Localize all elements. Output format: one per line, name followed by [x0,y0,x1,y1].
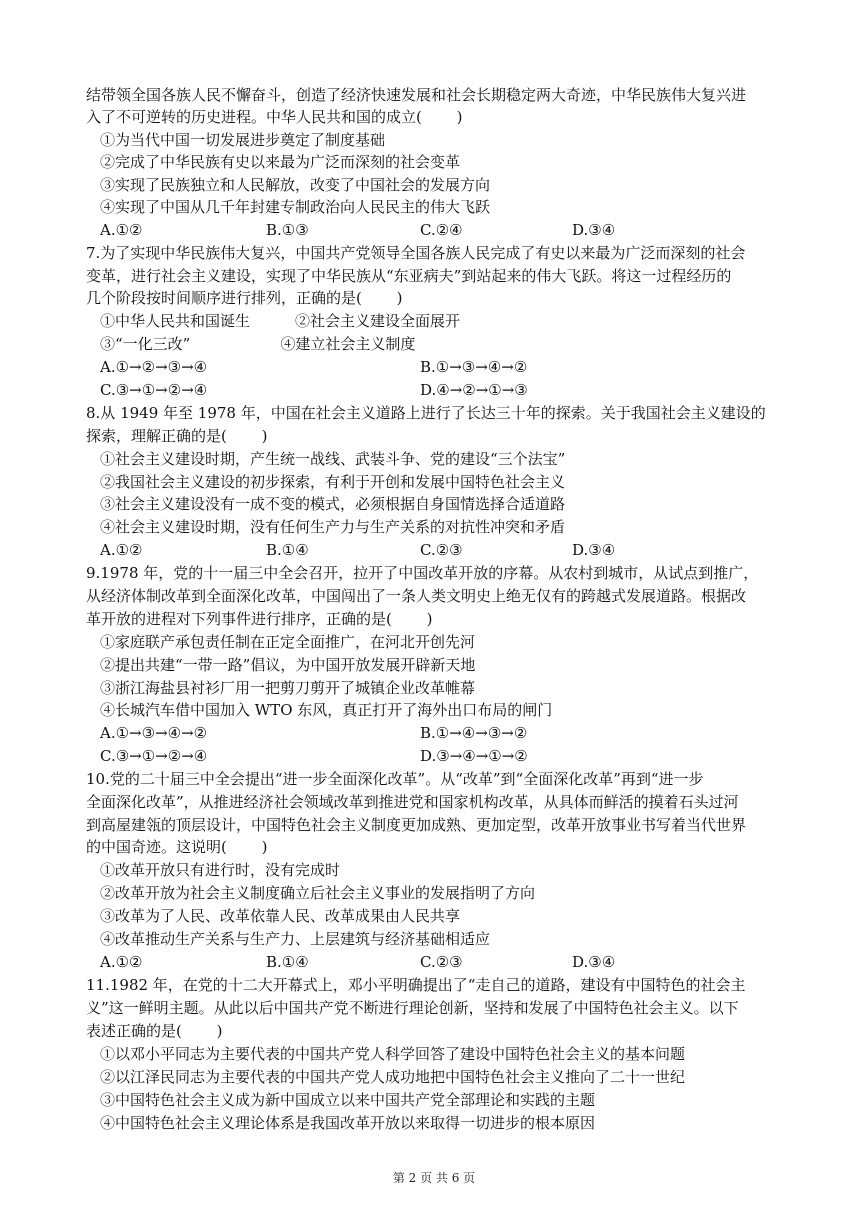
q11-statement-1: ①以邓小平同志为主要代表的中国共产党人科学回答了建设中国特色社会主义的基本问题 [100,1045,686,1063]
q8-option-a: A.①② [100,541,143,559]
q11-statement-2: ②以江泽民同志为主要代表的中国共产党人成功地把中国特色社会主义推向了二十一世纪 [100,1068,686,1086]
q8-statement-2: ②我国社会主义建设的初步探索，有利于开创和发展中国特色社会主义 [100,473,566,491]
q6-statement-2: ②完成了中华民族有史以来最为广泛而深刻的社会变革 [100,153,461,171]
q8-statement-3: ③社会主义建设没有一成不变的模式，必须根据自身国情选择合适道路 [100,495,566,513]
q9-event-4: ④长城汽车借中国加入 WTO 东风，真正打开了海外出口布局的闸门 [100,701,553,719]
q8-statement-1: ①社会主义建设时期，产生统一战线、武装斗争、党的建设“三个法宝” [100,450,566,468]
q7-option-a: A.①→②→③→④ [100,358,208,376]
q10-stem-line-4: 的中国奇迹。这说明( ) [86,838,268,856]
q7-events-row-2: ③“一化三改” ④建立社会主义制度 [100,335,416,353]
q6-option-a: A.①② [100,221,143,239]
q11-stem-line-2: 义”这一鲜明主题。从此以后中国共产党不断进行理论创新，坚持和发展了中国特色社会主义。以下 [86,999,739,1017]
q10-statement-2: ②改革开放为社会主义制度确立后社会主义事业的发展指明了方向 [100,884,536,902]
q10-option-b: B.①④ [266,953,309,971]
q9-option-d: D.③→④→①→② [420,747,528,765]
page-number-footer: 第 2 页 共 6 页 [392,1171,476,1185]
q9-event-1: ①家庭联产承包责任制在正定全面推广，在河北开创先河 [100,633,476,651]
q7-stem-line-2: 变革，进行社会主义建设，实现了中华民族从“东亚病夫”到站起来的伟大飞跃。将这一过程经历的 [86,267,732,285]
q8-option-b: B.①④ [266,541,309,559]
q6-option-c: C.②④ [420,221,463,239]
q9-stem-line-3: 革开放的进程对下列事件进行排序，正确的是( ) [86,610,433,628]
q9-event-3: ③浙江海盐县衬衫厂用一把剪刀剪开了城镇企业改革帷幕 [100,679,476,697]
q9-stem-line-2: 从经济体制改革到全面深化改革，中国闯出了一条人类文明史上绝无仅有的跨越式发展道路。根据改 [86,587,747,605]
q10-option-a: A.①② [100,953,143,971]
q9-stem-line-1: 9.1978 年，党的十一届三中全会召开，拉开了中国改革开放的序幕。从农村到城市，从试点到推广， [86,564,759,582]
q11-statement-4: ④中国特色社会主义理论体系是我国改革开放以来取得一切进步的根本原因 [100,1114,596,1132]
q9-event-2: ②提出共建“一带一路”倡议，为中国开放发展开辟新天地 [100,656,476,674]
q6-statement-3: ③实现了民族独立和人民解放，改变了中国社会的发展方向 [100,176,491,194]
q10-stem-line-1: 10.党的二十届三中全会提出“进一步全面深化改革”。从“改革”到“全面深化改革”再到“进一步 [86,770,704,788]
q6-option-b: B.①③ [266,221,309,239]
q7-stem-line-3: 几个阶段按时间顺序进行排列，正确的是( ) [86,289,403,307]
q10-option-c: C.②③ [420,953,463,971]
q11-stem-line-1: 11.1982 年，在党的十二大开幕式上，邓小平明确提出了“走自己的道路，建设有中国特色的社会主 [86,976,746,994]
q9-option-c: C.③→①→②→④ [100,747,208,765]
q7-stem-line-1: 7.为了实现中华民族伟大复兴，中国共产党领导全国各族人民完成了有史以来最为广泛而深刻的社会 [86,244,746,262]
q10-stem-line-3: 到高屋建瓴的顶层设计，中国特色社会主义制度更加成熟、更加定型，改革开放事业书写着当代世界 [86,816,747,834]
q7-option-c: C.③→①→②→④ [100,381,208,399]
q10-option-d: D.③④ [572,953,616,971]
q8-option-c: C.②③ [420,541,463,559]
q8-statement-4: ④社会主义建设时期，没有任何生产力与生产关系的对抗性冲突和矛盾 [100,518,566,536]
q9-option-a: A.①→③→④→② [100,724,208,742]
q8-stem-line-2: 探索，理解正确的是( ) [86,427,268,445]
q6-stem-line-2: 入了不可逆转的历史进程。中华人民共和国的成立( ) [86,108,463,126]
q8-stem-line-1: 8.从 1949 年至 1978 年，中国在社会主义道路上进行了长达三十年的探索。关于我国社会主义建设的 [86,404,766,422]
q10-statement-3: ③改革为了人民、改革依靠人民、改革成果由人民共享 [100,907,461,925]
q7-events-row-1: ①中华人民共和国诞生 ②社会主义建设全面展开 [100,312,461,330]
q9-option-b: B.①→④→③→② [420,724,528,742]
q6-statement-4: ④实现了中国从几千年封建专制政治向人民民主的伟大飞跃 [100,198,491,216]
q6-stem-line-1: 结带领全国各族人民不懈奋斗，创造了经济快速发展和社会长期稳定两大奇迹，中华民族伟大复兴进 [86,86,747,104]
q6-option-d: D.③④ [572,221,616,239]
q11-statement-3: ③中国特色社会主义成为新中国成立以来中国共产党全部理论和实践的主题 [100,1091,596,1109]
q6-statement-1: ①为当代中国一切发展进步奠定了制度基础 [100,131,386,149]
q7-option-d: D.④→②→①→③ [420,381,528,399]
q10-statement-1: ①改革开放只有进行时，没有完成时 [100,861,341,879]
q7-option-b: B.①→③→④→② [420,358,528,376]
q11-stem-line-3: 表述正确的是( ) [86,1022,223,1040]
q8-option-d: D.③④ [572,541,616,559]
q10-statement-4: ④改革推动生产关系与生产力、上层建筑与经济基础相适应 [100,930,491,948]
q10-stem-line-2: 全面深化改革”，从推进经济社会领域改革到推进党和国家机构改革，从具体而鲜活的摸着石头过河 [86,793,739,811]
